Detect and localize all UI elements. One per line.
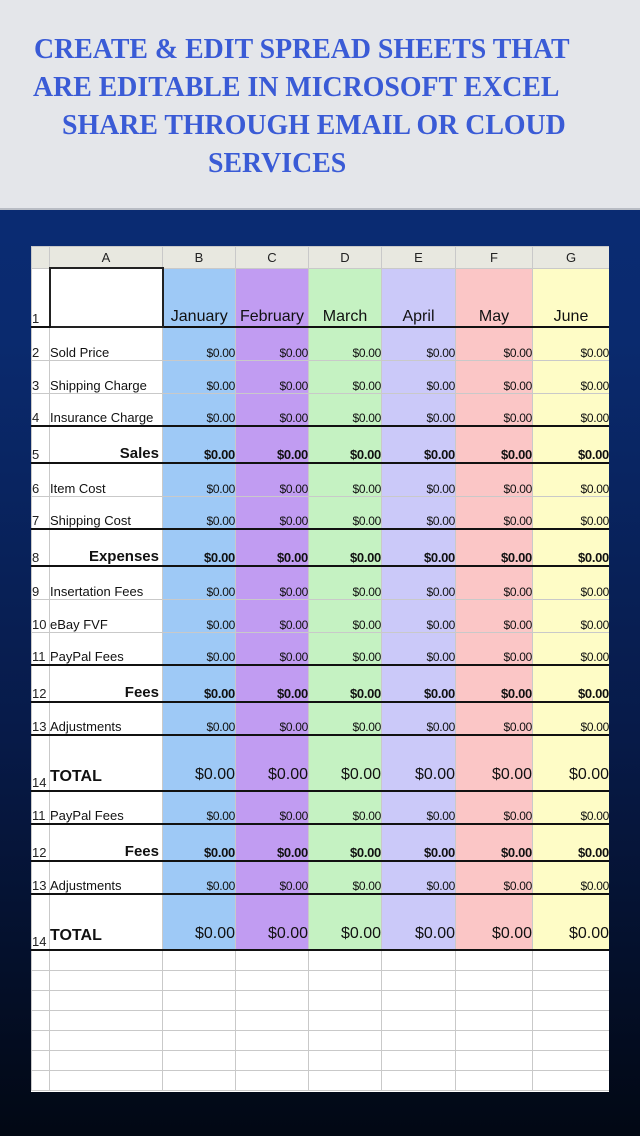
row-number[interactable]: 8 xyxy=(32,529,50,566)
value-cell[interactable]: $0.00 xyxy=(236,566,309,599)
value-cell[interactable]: $0.00 xyxy=(309,327,382,360)
row-number[interactable] xyxy=(32,1031,50,1051)
value-cell[interactable]: $0.00 xyxy=(163,566,236,599)
value-cell[interactable]: $0.00 xyxy=(309,566,382,599)
value-cell[interactable]: $0.00 xyxy=(236,632,309,665)
value-cell[interactable]: $0.00 xyxy=(382,791,456,824)
column-header-d[interactable]: D xyxy=(309,247,382,269)
banner-line-3: SHARE THROUGH EMAIL OR CLOUD xyxy=(62,109,566,141)
column-header-a[interactable]: A xyxy=(50,247,163,269)
row-number[interactable]: 14 xyxy=(32,735,50,791)
line-item-label[interactable]: Insertation Fees xyxy=(50,566,163,599)
value-cell[interactable]: $0.00 xyxy=(382,529,456,566)
table-row xyxy=(32,632,610,665)
table-row xyxy=(32,566,610,599)
value-cell[interactable]: $0.00 xyxy=(236,665,309,702)
line-item-label[interactable]: eBay FVF xyxy=(50,599,163,632)
empty-cell[interactable] xyxy=(163,991,236,1011)
row-number[interactable]: 9 xyxy=(32,566,50,599)
value-cell[interactable]: $0.00 xyxy=(533,599,610,632)
line-item-label[interactable]: Adjustments xyxy=(50,861,163,894)
empty-cell[interactable] xyxy=(456,1031,533,1051)
month-header-april[interactable]: April xyxy=(382,268,456,327)
empty-cell[interactable] xyxy=(163,1031,236,1051)
value-cell[interactable]: $0.00 xyxy=(309,894,382,950)
row-number[interactable]: 10 xyxy=(32,599,50,632)
empty-row xyxy=(32,1051,610,1071)
empty-cell[interactable] xyxy=(309,950,382,971)
subtotal-row xyxy=(32,665,610,702)
value-cell[interactable]: $0.00 xyxy=(456,327,533,360)
subtotal-row xyxy=(32,824,610,861)
column-header-b[interactable]: B xyxy=(163,247,236,269)
value-cell[interactable]: $0.00 xyxy=(533,735,610,791)
value-cell[interactable]: $0.00 xyxy=(533,496,610,529)
row-number[interactable]: 12 xyxy=(32,824,50,861)
empty-row xyxy=(32,971,610,991)
value-cell[interactable]: $0.00 xyxy=(382,894,456,950)
value-cell[interactable]: $0.00 xyxy=(382,599,456,632)
row-number[interactable] xyxy=(32,991,50,1011)
value-cell[interactable]: $0.00 xyxy=(163,463,236,496)
column-header-c[interactable]: C xyxy=(236,247,309,269)
value-cell[interactable]: $0.00 xyxy=(533,791,610,824)
line-item-label[interactable]: Shipping Charge xyxy=(50,360,163,393)
row-number[interactable]: 13 xyxy=(32,861,50,894)
value-cell[interactable]: $0.00 xyxy=(382,393,456,426)
table-row xyxy=(32,463,610,496)
value-cell[interactable]: $0.00 xyxy=(309,791,382,824)
value-cell[interactable]: $0.00 xyxy=(163,665,236,702)
empty-cell[interactable] xyxy=(382,950,456,971)
line-item-label[interactable]: Item Cost xyxy=(50,463,163,496)
value-cell[interactable]: $0.00 xyxy=(236,702,309,735)
empty-cell[interactable] xyxy=(533,1071,610,1091)
value-cell[interactable]: $0.00 xyxy=(163,360,236,393)
empty-cell[interactable] xyxy=(163,1051,236,1071)
selected-cell-a1[interactable] xyxy=(50,268,163,327)
banner-line-4: SERVICES xyxy=(208,147,347,179)
value-cell[interactable]: $0.00 xyxy=(309,360,382,393)
total-label[interactable]: TOTAL xyxy=(50,735,163,791)
empty-cell[interactable] xyxy=(309,1071,382,1091)
promo-banner xyxy=(0,0,640,210)
row-number[interactable]: 7 xyxy=(32,496,50,529)
value-cell[interactable]: $0.00 xyxy=(382,566,456,599)
empty-cell[interactable] xyxy=(236,971,309,991)
select-all-corner[interactable] xyxy=(32,247,50,269)
value-cell[interactable]: $0.00 xyxy=(163,791,236,824)
value-cell[interactable]: $0.00 xyxy=(456,632,533,665)
line-item-label[interactable]: Shipping Cost xyxy=(50,496,163,529)
value-cell[interactable]: $0.00 xyxy=(456,426,533,463)
column-header-e[interactable]: E xyxy=(382,247,456,269)
empty-cell[interactable] xyxy=(456,1011,533,1031)
value-cell[interactable]: $0.00 xyxy=(533,360,610,393)
empty-cell[interactable] xyxy=(456,971,533,991)
banner-line-2: ARE EDITABLE IN MICROSOFT EXCEL xyxy=(33,71,560,103)
subtotal-label[interactable]: Fees xyxy=(50,824,163,861)
value-cell[interactable]: $0.00 xyxy=(236,496,309,529)
subtotal-row xyxy=(32,529,610,566)
value-cell[interactable]: $0.00 xyxy=(382,824,456,861)
empty-cell[interactable] xyxy=(309,991,382,1011)
value-cell[interactable]: $0.00 xyxy=(309,702,382,735)
value-cell[interactable]: $0.00 xyxy=(533,702,610,735)
month-header-may[interactable]: May xyxy=(456,268,533,327)
value-cell[interactable]: $0.00 xyxy=(163,327,236,360)
value-cell[interactable]: $0.00 xyxy=(163,393,236,426)
value-cell[interactable]: $0.00 xyxy=(456,393,533,426)
value-cell[interactable]: $0.00 xyxy=(382,665,456,702)
value-cell[interactable]: $0.00 xyxy=(236,529,309,566)
empty-cell[interactable] xyxy=(236,1011,309,1031)
value-cell[interactable]: $0.00 xyxy=(533,566,610,599)
value-cell[interactable]: $0.00 xyxy=(309,393,382,426)
subtotal-label[interactable]: Fees xyxy=(50,665,163,702)
table-row xyxy=(32,702,610,735)
empty-cell[interactable] xyxy=(163,950,236,971)
value-cell[interactable]: $0.00 xyxy=(163,496,236,529)
line-item-label[interactable]: PayPal Fees xyxy=(50,791,163,824)
empty-cell[interactable] xyxy=(456,991,533,1011)
row-number[interactable]: 13 xyxy=(32,702,50,735)
value-cell[interactable]: $0.00 xyxy=(456,566,533,599)
value-cell[interactable]: $0.00 xyxy=(382,735,456,791)
empty-cell[interactable] xyxy=(163,1071,236,1091)
row-number[interactable]: 4 xyxy=(32,393,50,426)
empty-cell[interactable] xyxy=(50,991,163,1011)
month-header-june[interactable]: June xyxy=(533,268,610,327)
empty-cell[interactable] xyxy=(50,1051,163,1071)
value-cell[interactable]: $0.00 xyxy=(382,426,456,463)
value-cell[interactable]: $0.00 xyxy=(382,861,456,894)
value-cell[interactable]: $0.00 xyxy=(309,824,382,861)
row-number[interactable]: 11 xyxy=(32,632,50,665)
value-cell[interactable]: $0.00 xyxy=(309,665,382,702)
column-header-f[interactable]: F xyxy=(456,247,533,269)
row-number[interactable]: 3 xyxy=(32,360,50,393)
empty-cell[interactable] xyxy=(456,1051,533,1071)
month-header-row xyxy=(32,268,610,327)
month-header-march[interactable]: March xyxy=(309,268,382,327)
empty-cell[interactable] xyxy=(50,1031,163,1051)
value-cell[interactable]: $0.00 xyxy=(456,360,533,393)
value-cell[interactable]: $0.00 xyxy=(533,463,610,496)
value-cell[interactable]: $0.00 xyxy=(382,327,456,360)
value-cell[interactable]: $0.00 xyxy=(309,463,382,496)
empty-cell[interactable] xyxy=(382,1071,456,1091)
empty-cell[interactable] xyxy=(236,1071,309,1091)
row-number[interactable] xyxy=(32,1051,50,1071)
line-item-label[interactable]: Sold Price xyxy=(50,327,163,360)
month-header-february[interactable]: February xyxy=(236,268,309,327)
value-cell[interactable]: $0.00 xyxy=(382,463,456,496)
value-cell[interactable]: $0.00 xyxy=(163,735,236,791)
value-cell[interactable]: $0.00 xyxy=(382,360,456,393)
value-cell[interactable]: $0.00 xyxy=(309,529,382,566)
value-cell[interactable]: $0.00 xyxy=(456,496,533,529)
subtotal-label[interactable]: Sales xyxy=(50,426,163,463)
empty-row xyxy=(32,991,610,1011)
value-cell[interactable]: $0.00 xyxy=(236,426,309,463)
value-cell[interactable]: $0.00 xyxy=(533,824,610,861)
empty-cell[interactable] xyxy=(236,991,309,1011)
row-number[interactable]: 5 xyxy=(32,426,50,463)
value-cell[interactable]: $0.00 xyxy=(236,824,309,861)
value-cell[interactable]: $0.00 xyxy=(163,894,236,950)
row-number[interactable]: 6 xyxy=(32,463,50,496)
row-number[interactable]: 11 xyxy=(32,791,50,824)
empty-cell[interactable] xyxy=(382,1031,456,1051)
subtotal-label[interactable]: Expenses xyxy=(50,529,163,566)
empty-cell[interactable] xyxy=(50,950,163,971)
empty-row xyxy=(32,1031,610,1051)
value-cell[interactable]: $0.00 xyxy=(456,735,533,791)
value-cell[interactable]: $0.00 xyxy=(309,735,382,791)
value-cell[interactable]: $0.00 xyxy=(163,824,236,861)
empty-cell[interactable] xyxy=(50,971,163,991)
empty-cell[interactable] xyxy=(382,991,456,1011)
value-cell[interactable]: $0.00 xyxy=(533,632,610,665)
value-cell[interactable]: $0.00 xyxy=(533,327,610,360)
value-cell[interactable]: $0.00 xyxy=(309,426,382,463)
value-cell[interactable]: $0.00 xyxy=(533,861,610,894)
empty-cell[interactable] xyxy=(456,950,533,971)
line-item-label[interactable]: PayPal Fees xyxy=(50,632,163,665)
value-cell[interactable]: $0.00 xyxy=(382,702,456,735)
value-cell[interactable]: $0.00 xyxy=(236,360,309,393)
line-item-label[interactable]: Insurance Charge xyxy=(50,393,163,426)
empty-cell[interactable] xyxy=(309,1051,382,1071)
empty-cell[interactable] xyxy=(309,1031,382,1051)
row-number[interactable] xyxy=(32,1011,50,1031)
row-number[interactable]: 14 xyxy=(32,894,50,950)
value-cell[interactable]: $0.00 xyxy=(236,463,309,496)
value-cell[interactable]: $0.00 xyxy=(236,791,309,824)
value-cell[interactable]: $0.00 xyxy=(163,426,236,463)
row-number[interactable]: 1 xyxy=(32,268,50,327)
empty-cell[interactable] xyxy=(382,1011,456,1031)
table-row xyxy=(32,496,610,529)
value-cell[interactable]: $0.00 xyxy=(236,735,309,791)
empty-cell[interactable] xyxy=(533,971,610,991)
empty-cell[interactable] xyxy=(382,971,456,991)
value-cell[interactable]: $0.00 xyxy=(456,861,533,894)
column-header-g[interactable]: G xyxy=(533,247,610,269)
table-row xyxy=(32,393,610,426)
value-cell[interactable]: $0.00 xyxy=(533,894,610,950)
value-cell[interactable]: $0.00 xyxy=(533,665,610,702)
row-number[interactable] xyxy=(32,950,50,971)
value-cell[interactable]: $0.00 xyxy=(456,463,533,496)
line-item-label[interactable]: Adjustments xyxy=(50,702,163,735)
month-header-january[interactable]: January xyxy=(163,268,236,327)
row-number[interactable]: 2 xyxy=(32,327,50,360)
value-cell[interactable]: $0.00 xyxy=(456,702,533,735)
spreadsheet-grid xyxy=(31,246,609,1091)
value-cell[interactable]: $0.00 xyxy=(309,496,382,529)
value-cell[interactable]: $0.00 xyxy=(163,632,236,665)
banner-line-1: CREATE & EDIT SPREAD SHEETS THAT xyxy=(34,33,570,65)
column-header-row xyxy=(32,247,610,269)
value-cell[interactable]: $0.00 xyxy=(533,529,610,566)
value-cell[interactable]: $0.00 xyxy=(163,702,236,735)
value-cell[interactable]: $0.00 xyxy=(456,599,533,632)
table-row xyxy=(32,327,610,360)
empty-cell[interactable] xyxy=(533,1031,610,1051)
empty-cell[interactable] xyxy=(236,1051,309,1071)
empty-cell[interactable] xyxy=(236,950,309,971)
empty-cell[interactable] xyxy=(309,1011,382,1031)
value-cell[interactable]: $0.00 xyxy=(456,529,533,566)
empty-cell[interactable] xyxy=(533,950,610,971)
table-row xyxy=(32,360,610,393)
row-number[interactable] xyxy=(32,1071,50,1091)
empty-cell[interactable] xyxy=(163,971,236,991)
value-cell[interactable]: $0.00 xyxy=(236,599,309,632)
value-cell[interactable]: $0.00 xyxy=(456,791,533,824)
value-cell[interactable]: $0.00 xyxy=(533,393,610,426)
empty-cell[interactable] xyxy=(533,1051,610,1071)
value-cell[interactable]: $0.00 xyxy=(236,861,309,894)
value-cell[interactable]: $0.00 xyxy=(236,894,309,950)
value-cell[interactable]: $0.00 xyxy=(309,599,382,632)
empty-cell[interactable] xyxy=(533,991,610,1011)
total-label[interactable]: TOTAL xyxy=(50,894,163,950)
table-row xyxy=(32,599,610,632)
empty-cell[interactable] xyxy=(163,1011,236,1031)
empty-cell[interactable] xyxy=(456,1071,533,1091)
value-cell[interactable]: $0.00 xyxy=(456,824,533,861)
value-cell[interactable]: $0.00 xyxy=(533,426,610,463)
row-number[interactable]: 12 xyxy=(32,665,50,702)
total-row xyxy=(32,735,610,791)
value-cell[interactable]: $0.00 xyxy=(236,327,309,360)
empty-row xyxy=(32,950,610,971)
spreadsheet[interactable] xyxy=(31,246,609,1092)
empty-cell[interactable] xyxy=(50,1011,163,1031)
empty-cell[interactable] xyxy=(533,1011,610,1031)
table-row xyxy=(32,791,610,824)
row-number[interactable] xyxy=(32,971,50,991)
subtotal-row xyxy=(32,426,610,463)
value-cell[interactable]: $0.00 xyxy=(382,632,456,665)
value-cell[interactable]: $0.00 xyxy=(163,599,236,632)
empty-row xyxy=(32,1011,610,1031)
empty-cell[interactable] xyxy=(309,971,382,991)
empty-cell[interactable] xyxy=(236,1031,309,1051)
value-cell[interactable]: $0.00 xyxy=(456,665,533,702)
table-row xyxy=(32,861,610,894)
value-cell[interactable]: $0.00 xyxy=(309,861,382,894)
empty-cell[interactable] xyxy=(50,1071,163,1091)
empty-cell[interactable] xyxy=(382,1051,456,1071)
value-cell[interactable]: $0.00 xyxy=(163,861,236,894)
value-cell[interactable]: $0.00 xyxy=(309,632,382,665)
value-cell[interactable]: $0.00 xyxy=(163,529,236,566)
value-cell[interactable]: $0.00 xyxy=(456,894,533,950)
value-cell[interactable]: $0.00 xyxy=(236,393,309,426)
total-row xyxy=(32,894,610,950)
value-cell[interactable]: $0.00 xyxy=(382,496,456,529)
empty-row xyxy=(32,1071,610,1091)
